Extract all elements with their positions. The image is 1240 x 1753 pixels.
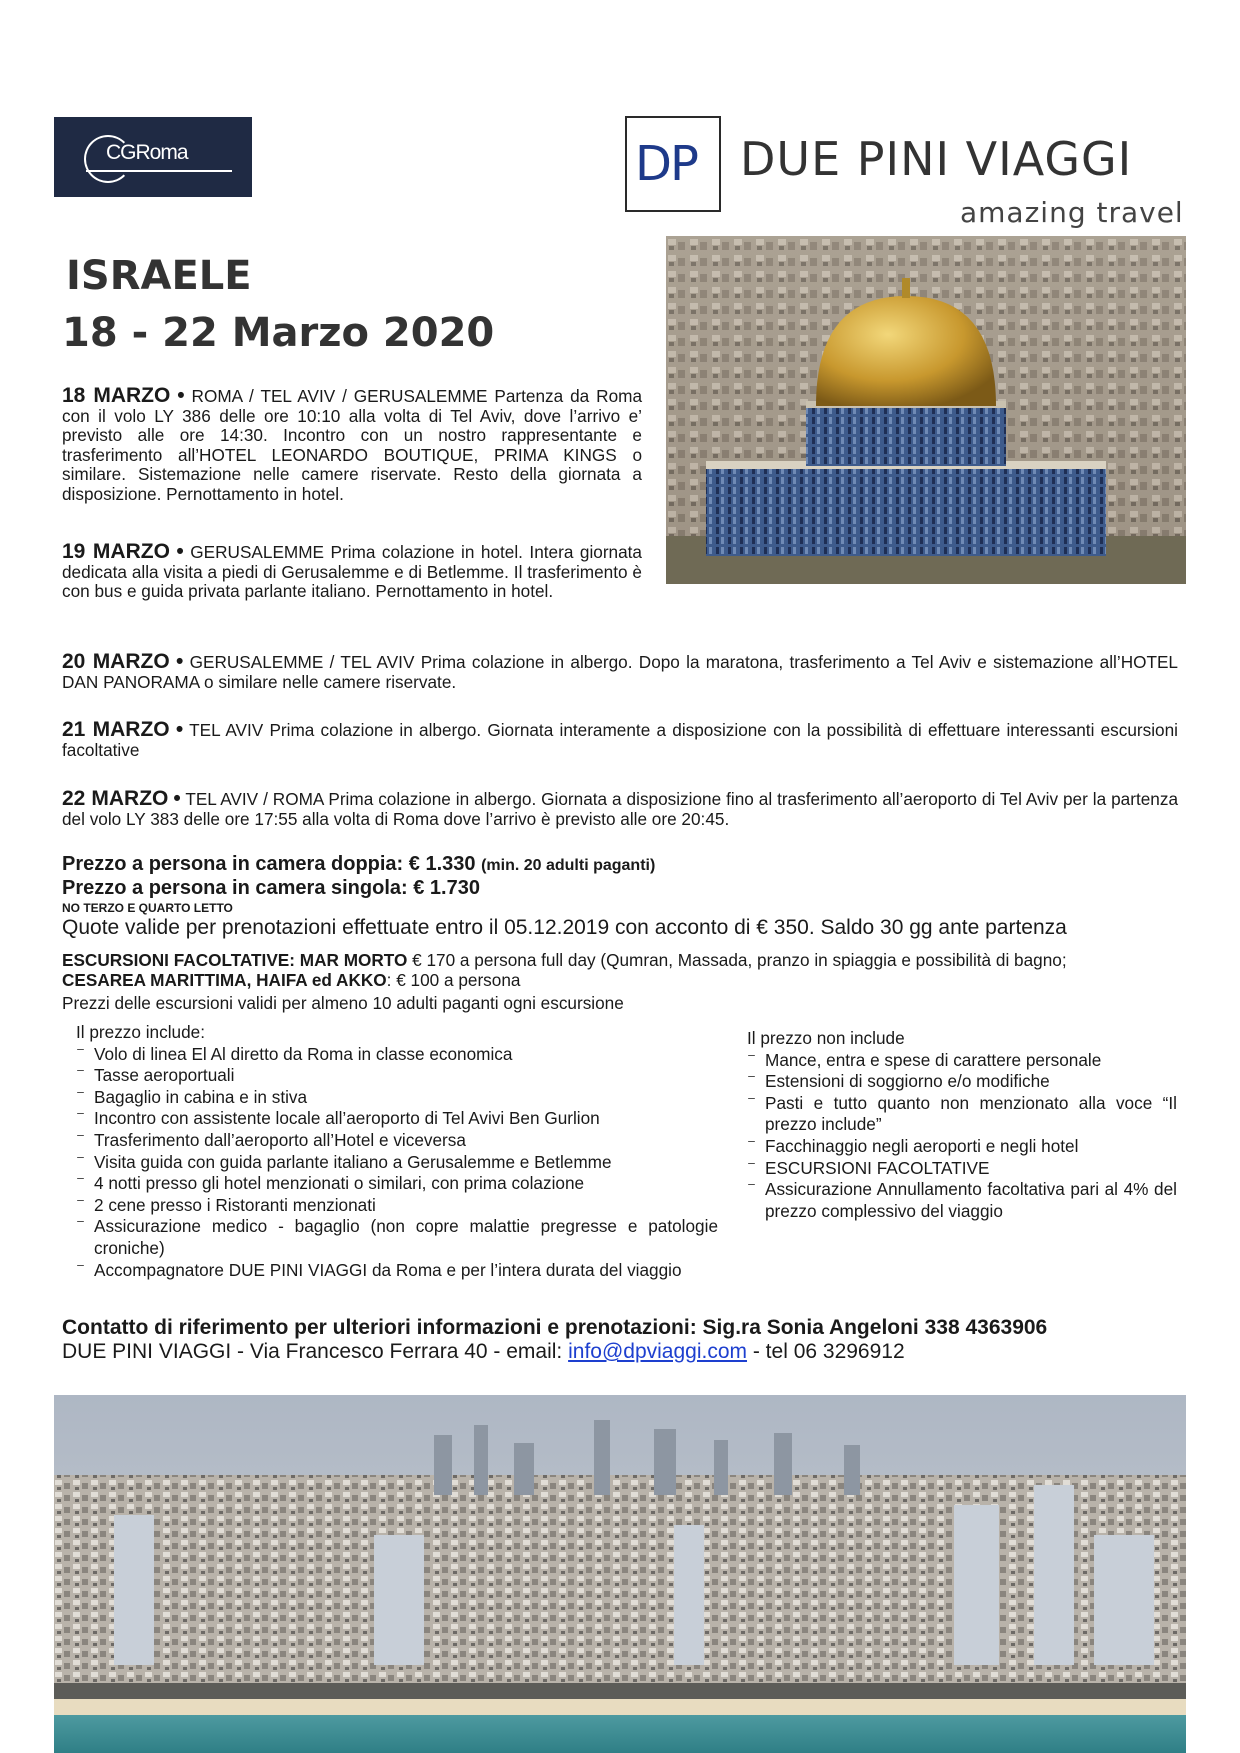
cgroma-logo-text: CGRoma [106, 141, 188, 164]
list-item: ⁻ Visita guida con guida parlante italiano a Gerusalemme e Betlemme [76, 1152, 718, 1174]
day-heading: 19 MARZO [62, 540, 170, 563]
dp-logo-letters: DP [635, 136, 697, 192]
day-heading: 20 MARZO [62, 650, 170, 673]
dome-of-the-rock-photo [666, 236, 1186, 584]
price-includes [76, 1022, 718, 1281]
contact-person: Contatto di riferimento per ulteriori informazioni e prenotazioni: Sig.ra Sonia Angeloni 338 4363906 [62, 1316, 1048, 1339]
list-item: ⁻ Incontro con assistente locale all’aeroporto di Tel Avivi Ben Gurlion [76, 1108, 718, 1130]
list-item: ⁻ Estensioni di soggiorno e/o modifiche [747, 1071, 1177, 1093]
itinerary-day [62, 720, 1178, 760]
list-item: ⁻ Bagaglio in cabina e in stiva [76, 1087, 718, 1109]
day-heading: 18 MARZO [62, 384, 171, 407]
day-text: GERUSALEMME Prima colazione in hotel. Intera giornata dedicata alla visita a piedi di Gerusalemme e di Betlemme. Il trasferimento è con bus e guida privata parlante italiano. Pernottamento in hotel. [62, 542, 642, 602]
day-heading: 22 MARZO [62, 787, 169, 810]
contact-phone: - tel 06 3296912 [747, 1340, 905, 1363]
excursion-text: : € 100 a persona [386, 970, 521, 990]
excursion-name: CESAREA MARITTIMA, HAIFA ed AKKO [62, 970, 387, 990]
page-title: ISRAELE [66, 253, 252, 299]
day-text: ROMA / TEL AVIV / GERUSALEMME Partenza da Roma con il volo LY 386 delle ore 10:10 alla volta di Tel Aviv, dove l’arrivo e’ previsto alle ore 14:30. Incontro con un nostro rappresentante e trasferimento all’HOTEL LEONARDO BOUTIQUE, PRIMA KINGS o similare. Sistemazione nelle camere riservate. Resto della giornata a disposizione. Pernottamento in hotel. [62, 386, 642, 504]
excursions-note: Prezzi delle escursioni validi per almeno 10 adulti paganti ogni escursione [62, 993, 624, 1013]
price-double [62, 853, 655, 876]
tel-aviv-skyline-photo [54, 1395, 1186, 1753]
itinerary-day [62, 789, 1178, 829]
excursion-name: MAR MORTO [299, 950, 408, 970]
list-item: ⁻ Trasferimento dall’aeroporto all’Hotel e viceversa [76, 1130, 718, 1152]
day-bullet: • [176, 540, 184, 563]
price-excludes [747, 1028, 1177, 1222]
price-double-label: Prezzo a persona in camera doppia: € 1.330 [62, 853, 476, 875]
no-third-bed-note: NO TERZO E QUARTO LETTO [62, 901, 233, 915]
list-item: ⁻ Pasti e tutto quanto non menzionato alla voce “Il prezzo include” [747, 1093, 1177, 1136]
list-item: ⁻ Accompagnatore DUE PINI VIAGGI da Roma e per l’intera durata del viaggio [76, 1260, 718, 1282]
list-item: ⁻ Assicurazione Annullamento facoltativa pari al 4% del prezzo complessivo del viaggio [747, 1179, 1177, 1222]
email-link[interactable]: info@dpviaggi.com [568, 1340, 748, 1363]
dp-logo-tagline: amazing travel [960, 196, 1184, 229]
itinerary-day [62, 386, 642, 505]
optional-excursions [62, 950, 1178, 990]
day-text: TEL AVIV / ROMA Prima colazione in albergo. Giornata a disposizione fino al trasferimento all’aeroporto di Tel Aviv per la partenza del volo LY 383 delle ore 17:55 alla volta di Roma dove l’arrivo è previsto alle ore 20:45. [62, 789, 1179, 829]
day-bullet: • [175, 718, 184, 741]
cgroma-logo [54, 117, 252, 197]
day-bullet: • [173, 787, 181, 810]
itinerary-day [62, 542, 642, 602]
day-heading: 21 MARZO [62, 718, 170, 741]
list-item: ⁻ 2 cene presso i Ristoranti menzionati [76, 1195, 718, 1217]
excursion-text: € 170 a persona full day (Qumran, Massada, pranzo in spiaggia e possibilità di bagno; [412, 950, 1067, 970]
price-single-label: Prezzo a persona in camera singola: € 1.730 [62, 877, 480, 899]
dp-logo-mark [625, 116, 721, 212]
list-item: ⁻ Mance, entra e spese di carattere personale [747, 1050, 1177, 1072]
contact-agency [62, 1340, 905, 1364]
list-item: ⁻ Tasse aeroportuali [76, 1065, 718, 1087]
list-item: ⁻ 4 notti presso gli hotel menzionati o similari, con prima colazione [76, 1173, 718, 1195]
list-item: ⁻ ESCURSIONI FACOLTATIVE [747, 1158, 1177, 1180]
itinerary-day [62, 652, 1178, 692]
list-item: ⁻ Volo di linea El Al diretto da Roma in classe economica [76, 1044, 718, 1066]
includes-title: Il prezzo include: [76, 1022, 205, 1042]
price-single [62, 877, 480, 900]
day-text: GERUSALEMME / TEL AVIV Prima colazione in albergo. Dopo la maratona, trasferimento a Tel Aviv e sistemazione all’HOTEL DAN PANORAMA o similare nelle camere riservate. [62, 652, 1178, 692]
quote-validity: Quote valide per prenotazioni effettuate entro il 05.12.2019 con acconto di € 350. Saldo 30 gg ante partenza [62, 916, 1067, 939]
list-item: ⁻ Assicurazione medico - bagaglio (non copre malattie pregresse e patologie croniche) [76, 1216, 718, 1259]
day-bullet: • [177, 384, 185, 407]
cgroma-logo-bar [86, 170, 232, 172]
day-bullet: • [175, 650, 184, 673]
contact-address: DUE PINI VIAGGI - Via Francesco Ferrara 40 - email: [62, 1340, 569, 1363]
list-item: ⁻ Facchinaggio negli aeroporti e negli hotel [747, 1136, 1177, 1158]
page-dates: 18 - 22 Marzo 2020 [62, 310, 495, 356]
price-double-note: (min. 20 adulti paganti) [481, 857, 656, 874]
day-text: TEL AVIV Prima colazione in albergo. Giornata interamente a disposizione con la possibilità di effettuare interessanti escursioni facoltative [62, 720, 1178, 760]
excludes-title: Il prezzo non include [747, 1028, 905, 1048]
excursions-label: ESCURSIONI FACOLTATIVE: [62, 950, 295, 970]
dp-logo-name: DUE PINI VIAGGI [740, 132, 1133, 186]
